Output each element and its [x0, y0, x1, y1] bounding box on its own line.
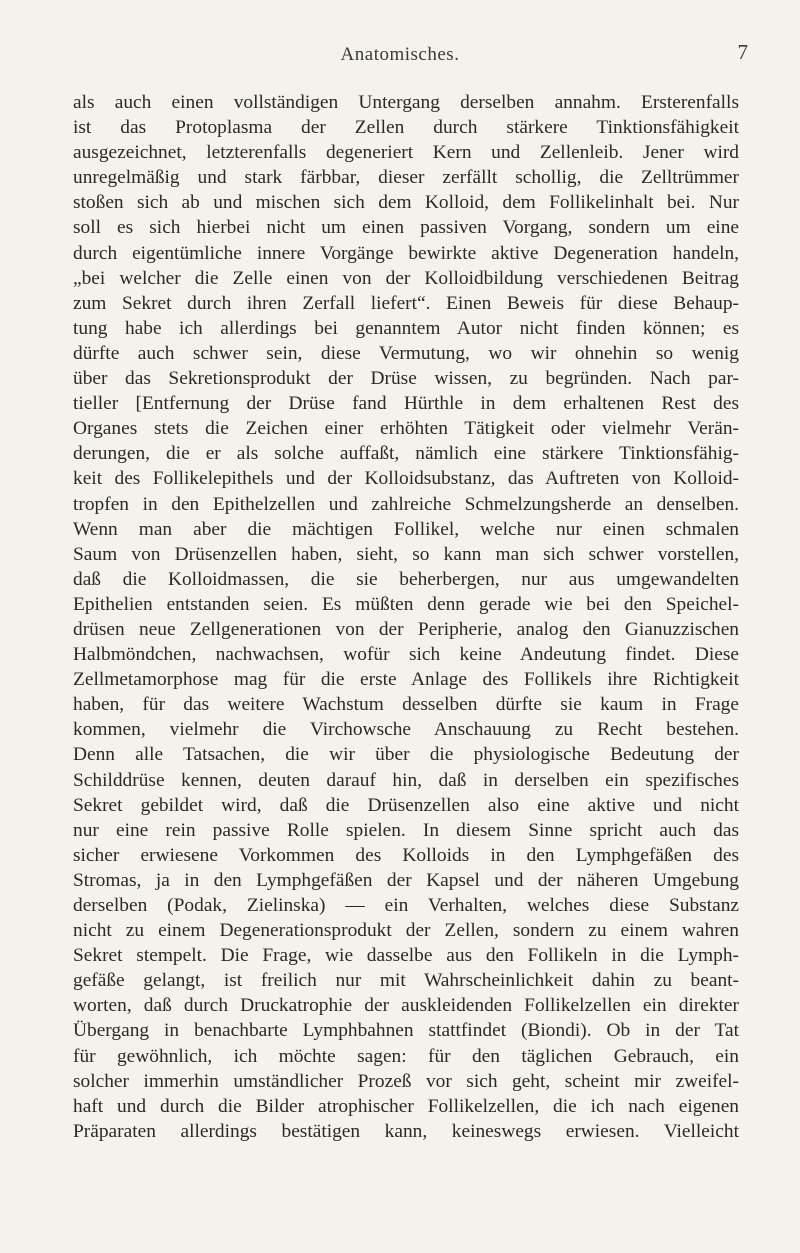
text-line: Übergang in benachbarte Lymphbahnen stattfindet (Biondi). Ob in der Tat [73, 1020, 739, 1042]
text-line: Epithelien entstanden seien. Es müßten denn gerade wie bei den Speichel- [73, 593, 739, 615]
text-line: Zellmetamorphose mag für die erste Anlage des Follikels ihre Richtigkeit [73, 669, 739, 691]
text-line: Organes stets die Zeichen einer erhöhten Tätigkeit oder vielmehr Verän- [73, 418, 739, 440]
text-line: nicht zu einem Degenerationsprodukt der Zellen, sondern zu einem wahren [73, 920, 739, 942]
text-line: dürfte auch schwer sein, diese Vermutung, wo wir ohnehin so wenig [73, 342, 739, 364]
text-line: tieller [Entfernung der Drüse fand Hürthle in dem erhaltenen Rest des [73, 393, 739, 415]
text-line: als auch einen vollständigen Untergang derselben annahm. Ersterenfalls [73, 92, 739, 113]
text-line: solcher immerhin umständlicher Prozeß vor sich geht, scheint mir zweifel- [73, 1070, 739, 1092]
text-line: derungen, die er als solche auffaßt, nämlich eine stärkere Tinktionsfähig- [73, 443, 739, 465]
text-line: drüsen neue Zellgenerationen von der Peripherie, analog den Gianuzzischen [73, 618, 739, 640]
text-line: Halbmöndchen, nachwachsen, wofür sich keine Andeutung findet. Diese [73, 644, 739, 666]
text-line: haben, für das weitere Wachstum desselben dürfte sie kaum in Frage [73, 694, 739, 716]
text-line: haft und durch die Bilder atrophischer Follikelzellen, die ich nach eigenen [73, 1095, 739, 1117]
text-line: ausgezeichnet, letzterenfalls degeneriert Kern und Zellenleib. Jener wird [73, 142, 739, 164]
text-line: Präparaten allerdings bestätigen kann, keineswegs erwiesen. Vielleicht [73, 1120, 739, 1142]
text-line: sicher erwiesene Vorkommen des Kolloids in den Lymphgefäßen des [73, 844, 739, 866]
page-number: 7 [737, 40, 748, 64]
text-line: für gewöhnlich, ich möchte sagen: für den täglichen Gebrauch, ein [73, 1045, 739, 1067]
text-line: kommen, vielmehr die Virchowsche Anschauung zu Recht bestehen. [73, 719, 739, 741]
text-line: soll es sich hierbei nicht um einen passiven Vorgang, sondern um eine [73, 217, 739, 239]
body-text [73, 90, 739, 1144]
text-line: keit des Follikelepithels und der Kolloidsubstanz, das Auftreten von Kolloid- [73, 468, 739, 490]
text-line: worten, daß durch Druckatrophie der auskleidenden Follikelzellen ein direkter [73, 995, 739, 1017]
text-line: Saum von Drüsenzellen haben, sieht, so kann man sich schwer vorstellen, [73, 543, 739, 565]
text-line: tropfen in den Epithelzellen und zahlreiche Schmelzungsherde an denselben. [73, 493, 739, 515]
text-line: stoßen sich ab und mischen sich dem Kolloid, dem Follikelinhalt bei. Nur [73, 192, 739, 214]
text-line: gefäße gelangt, ist freilich nur mit Wahrscheinlichkeit dahin zu beant- [73, 970, 739, 992]
text-line: Sekret stempelt. Die Frage, wie dasselbe aus den Follikeln in die Lymph- [73, 945, 739, 967]
text-line: unregelmäßig und stark färbbar, dieser zerfällt schollig, die Zelltrümmer [73, 167, 739, 189]
text-line: „bei welcher die Zelle einen von der Kolloidbildung verschiedenen Beitrag [73, 267, 739, 289]
text-line: Sekret gebildet wird, daß die Drüsenzellen also eine aktive und nicht [73, 794, 739, 816]
text-line: daß die Kolloidmassen, die sie beherbergen, nur aus umgewandelten [73, 568, 739, 590]
text-line: ist das Protoplasma der Zellen durch stärkere Tinktionsfähigkeit [73, 117, 739, 139]
text-line: Denn alle Tatsachen, die wir über die physiologische Bedeutung der [73, 744, 739, 766]
running-title: Anatomisches. [340, 44, 460, 65]
text-line: zum Sekret durch ihren Zerfall liefert“. Einen Beweis für diese Behaup- [73, 292, 739, 314]
text-line: tung habe ich allerdings bei genanntem Autor nicht finden können; es [73, 317, 739, 339]
text-line: Wenn man aber die mächtigen Follikel, welche nur einen schmalen [73, 518, 739, 540]
text-line: nur eine rein passive Rolle spielen. In diesem Sinne spricht auch das [73, 819, 739, 841]
text-line: Stromas, ja in den Lymphgefäßen der Kapsel und der näheren Umgebung [73, 869, 739, 891]
text-line: über das Sekretionsprodukt der Drüse wissen, zu begründen. Nach par- [73, 368, 739, 390]
text-line: derselben (Podak, Zielinska) — ein Verhalten, welches diese Substanz [73, 895, 739, 916]
text-line: durch eigentümliche innere Vorgänge bewirkte aktive Degeneration handeln, [73, 242, 739, 264]
text-line: Schilddrüse kennen, deuten darauf hin, daß in derselben ein spezifisches [73, 769, 739, 791]
